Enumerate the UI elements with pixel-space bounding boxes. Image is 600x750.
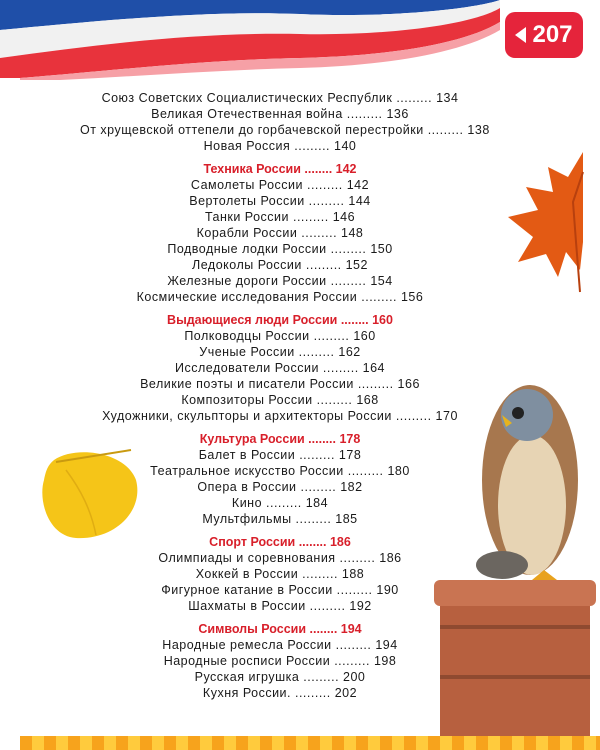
toc-leader-dots: .........: [305, 599, 350, 613]
toc-title: Кино: [231, 496, 263, 510]
toc-page-number: 194: [340, 622, 362, 636]
toc-leader-dots: .........: [262, 496, 306, 510]
toc-title: Кухня России.: [202, 686, 292, 700]
toc-leader-dots: .........: [357, 290, 401, 304]
toc-page-number: 186: [379, 551, 402, 565]
toc-leader-dots: .........: [301, 258, 346, 272]
triangle-left-icon: [515, 27, 526, 43]
toc-section-heading: [80, 161, 480, 177]
toc-page-number: 192: [349, 599, 372, 613]
toc-leader-dots: ........: [295, 535, 330, 549]
toc-title: Композиторы России: [181, 393, 313, 407]
toc-entry: [80, 209, 480, 225]
toc-page-number: 156: [400, 290, 424, 304]
toc-leader-dots: .........: [309, 329, 354, 343]
toc-page-number: 186: [329, 535, 351, 549]
toc-title: Художники, скульпторы и архитекторы России: [102, 409, 392, 423]
toc-leader-dots: .........: [326, 274, 371, 288]
toc-page-number: 188: [341, 567, 365, 581]
toc-page-number: 178: [338, 448, 362, 462]
toc-entry: [80, 241, 480, 257]
toc-leader-dots: .........: [303, 178, 347, 192]
yellow-leaf-image: [36, 440, 146, 550]
toc-page-number: 164: [362, 361, 386, 375]
toc-leader-dots: .........: [335, 551, 380, 565]
toc-entry: [80, 669, 480, 685]
toc-entry: [80, 225, 480, 241]
toc-title: Мультфильмы: [202, 512, 292, 526]
toc-title: Культура России: [199, 432, 305, 446]
toc-entry: [80, 273, 480, 289]
toc-title: Корабли России: [196, 226, 298, 240]
toc-page-number: 154: [370, 274, 393, 288]
toc-leader-dots: .........: [297, 226, 342, 240]
toc-page-number: 200: [343, 670, 366, 684]
toc-leader-dots: .........: [299, 670, 344, 684]
toc-title: Исследователи России: [174, 361, 319, 375]
toc-title: Космические исследования России: [136, 290, 358, 304]
toc-title: От хрущевской оттепели до горбачевской перестройки: [80, 123, 424, 137]
toc-title: Олимпиады и соревнования: [158, 551, 336, 565]
toc-leader-dots: .........: [332, 583, 377, 597]
toc-page-number: 136: [386, 107, 409, 121]
toc-leader-dots: .........: [392, 91, 437, 105]
toc-leader-dots: .........: [312, 393, 357, 407]
toc-entry: [80, 637, 480, 653]
toc-title: Спорт России: [209, 535, 296, 549]
toc-entry: [80, 328, 480, 344]
toc-title: Выдающиеся люди России: [167, 313, 338, 327]
toc-leader-dots: ........: [304, 432, 340, 446]
toc-leader-dots: .........: [342, 107, 387, 121]
toc-page-number: 148: [341, 226, 364, 240]
toc-page-number: 166: [397, 377, 420, 391]
toc-page-number: 184: [305, 496, 329, 510]
toc-page-number: 168: [356, 393, 379, 407]
toc-title: Русская игрушка: [194, 670, 300, 684]
toc-section-heading: [80, 621, 480, 637]
toc-page-number: 180: [387, 464, 410, 478]
toc-leader-dots: .........: [391, 409, 436, 423]
maple-leaf-image: [488, 142, 588, 302]
toc-leader-dots: .........: [318, 361, 363, 375]
toc-title: Союз Советских Социалистических Республик: [101, 91, 393, 105]
toc-entry: [80, 138, 480, 154]
toc-leader-dots: ........: [337, 313, 373, 327]
toc-entry: [80, 566, 480, 582]
toc-title: Театральное искусство России: [150, 464, 344, 478]
toc-leader-dots: .........: [291, 686, 335, 700]
toc-entry: [80, 177, 480, 193]
toc-title: Великие поэты и писатели России: [140, 377, 354, 391]
toc-page-number: 198: [373, 654, 397, 668]
toc-page-number: 160: [353, 329, 376, 343]
toc-entry: [80, 685, 480, 701]
toc-leader-dots: .........: [304, 194, 349, 208]
toc-leader-dots: .........: [343, 464, 388, 478]
toc-title: Ледоколы России: [192, 258, 302, 272]
toc-page-number: 170: [435, 409, 458, 423]
toc-title: Шахматы в России: [188, 599, 306, 613]
toc-page-number: 160: [372, 313, 393, 327]
table-of-contents: [80, 90, 490, 701]
toc-entry: [80, 582, 480, 598]
toc-title: Подводные лодки России: [167, 242, 327, 256]
toc-entry: [80, 106, 480, 122]
toc-entry: [80, 550, 480, 566]
toc-entry: [80, 122, 490, 138]
toc-title: Техника России: [203, 162, 301, 176]
toc-leader-dots: ........: [306, 622, 341, 636]
toc-leader-dots: .........: [294, 345, 339, 359]
toc-section-heading: [80, 312, 480, 328]
toc-leader-dots: .........: [296, 480, 341, 494]
toc-leader-dots: .........: [289, 210, 333, 224]
toc-entry: [80, 257, 480, 273]
toc-page-number: 202: [334, 686, 358, 700]
toc-leader-dots: .........: [331, 638, 376, 652]
toc-entry: [80, 653, 480, 669]
toc-page-number: 178: [339, 432, 361, 446]
toc-entry: [80, 344, 480, 360]
toc-title: Самолеты России: [190, 178, 304, 192]
page-number-tab: [505, 12, 583, 58]
toc-title: Новая Россия: [203, 139, 291, 153]
toc-entry: [80, 289, 480, 305]
toc-leader-dots: .........: [291, 512, 336, 526]
toc-leader-dots: .........: [295, 448, 339, 462]
toc-title: Балет в России: [198, 448, 296, 462]
toc-page-number: 162: [338, 345, 361, 359]
toc-entry: [80, 193, 480, 209]
toc-title: Фигурное катание в России: [161, 583, 333, 597]
toc-entry: [80, 376, 480, 392]
toc-title: Полководцы России: [184, 329, 310, 343]
toc-page-number: 185: [335, 512, 358, 526]
toc-title: Танки России: [204, 210, 289, 224]
page-number: 207: [532, 21, 573, 48]
toc-title: Народные росписи России: [163, 654, 331, 668]
toc-page-number: 142: [346, 178, 370, 192]
toc-title: Железные дороги России: [167, 274, 327, 288]
toc-entry: [80, 90, 480, 106]
toc-page-number: 146: [332, 210, 356, 224]
toc-title: Хоккей в России: [195, 567, 299, 581]
falcon-on-chimney-image: [432, 375, 600, 736]
toc-page-number: 134: [436, 91, 459, 105]
toc-page-number: 140: [334, 139, 357, 153]
toc-entry: [80, 360, 480, 376]
toc-page-number: 190: [376, 583, 399, 597]
toc-leader-dots: ........: [300, 162, 336, 176]
toc-page-number: 182: [340, 480, 363, 494]
toc-leader-dots: .........: [353, 377, 398, 391]
toc-title: Народные ремесла России: [162, 638, 332, 652]
toc-leader-dots: .........: [423, 123, 468, 137]
toc-entry: [80, 598, 480, 614]
toc-entry: [80, 408, 480, 424]
toc-title: Символы России: [198, 622, 307, 636]
toc-title: Ученые России: [199, 345, 295, 359]
toc-title: Вертолеты России: [189, 194, 305, 208]
bottom-stripe-decoration: [20, 736, 600, 750]
toc-leader-dots: .........: [326, 242, 371, 256]
toc-leader-dots: .........: [330, 654, 374, 668]
toc-title: Опера в России: [197, 480, 297, 494]
toc-page-number: 144: [348, 194, 371, 208]
toc-page-number: 194: [375, 638, 398, 652]
toc-page-number: 138: [467, 123, 490, 137]
toc-leader-dots: .........: [290, 139, 334, 153]
toc-page-number: 142: [335, 162, 357, 176]
toc-page-number: 152: [345, 258, 368, 272]
toc-entry: [80, 392, 480, 408]
toc-title: Великая Отечественная война: [151, 107, 343, 121]
toc-leader-dots: .........: [298, 567, 342, 581]
toc-page-number: 150: [370, 242, 393, 256]
